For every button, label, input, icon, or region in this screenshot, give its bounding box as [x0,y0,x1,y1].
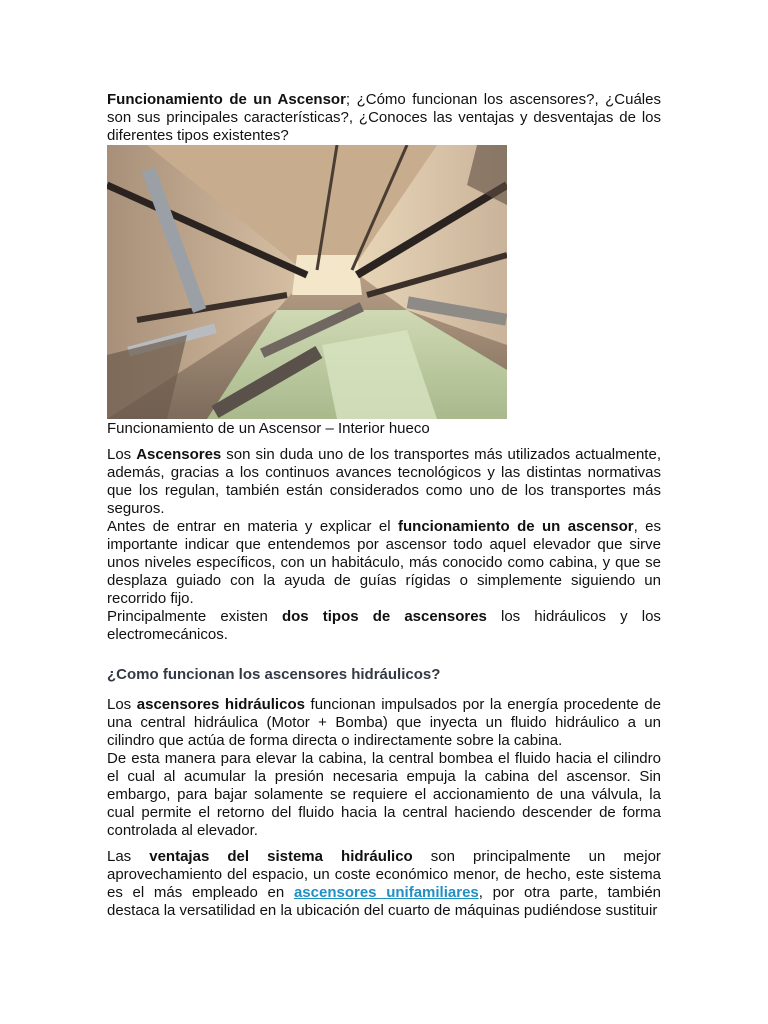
bold-word: del [227,848,250,865]
p4-start: Los [107,696,137,713]
ventajas-rest [107,866,661,920]
intro-title: Funcionamiento de un Ascensor [107,91,346,108]
ascensores-unifamiliares-link[interactable]: ascensores unifamiliares [293,884,479,901]
word: un [588,848,606,865]
document-page [107,91,661,920]
p4-bold-hidraulicos: ascensores hidráulicos [136,696,305,713]
p2-start: Antes de entrar en materia y explicar el [107,518,398,535]
elevator-shaft-photo [107,145,507,419]
p1-end: son sin duda uno de los transportes más utilizados actualmente, además, gracias a los continuos avances tecnológicos y las distintas normativas que los regulan, también están considerados como uno de los transportes más seguros. [107,446,661,517]
bold-word: de [372,608,391,625]
word: mejor [623,848,661,865]
word: hidráulicos [534,608,607,625]
paragraph-hidraulicos [107,696,661,750]
paragraph-funcionamiento: De esta manera para elevar la cabina, la central bombea el fluido hacia el cilindro el cual al acumular la presión necesaria empuja la cabina del ascensor. Sin embargo, para bajar solamente se requiere el accionamiento de una válvula, la cual permite el retorno del fluido hacia la central haciendo descender de forma controlada al elevador. [107,750,661,839]
intro-paragraph [107,91,661,145]
p2-end: , es importante indicar que entendemos por ascensor todo aquel elevador que sirve unos niveles específicos, con un habitáculo, más conocido como cabina, y que se desplaza guiado con la ayuda de guías rígidas o simplemente siguiendo un recorrido fijo. [107,518,661,607]
bold-word: ventajas [149,848,210,865]
paragraph-ascensores [107,446,661,518]
tipos-line-end: electromecánicos. [107,626,228,643]
p6-start: aprovechamiento del espacio, un coste económico menor, de hecho, este sistema es el más empleado en [107,866,661,901]
figure-caption: Funcionamiento de un Ascensor – Interior hueco [107,420,430,437]
bold-word: tipos [322,608,359,625]
bold-word: dos [281,608,309,625]
intro-questions: ; ¿Cómo funcionan los ascensores?, ¿Cuáles son sus principales características?, ¿Conoces las ventajas y desventajas de los diferentes tipos existentes? [107,91,661,144]
p4-end: funcionan impulsados por la energía procedente de una central hidráulica (Motor + Bomba) que inyecta un fluido hidráulico a un cilindro que actúa de forma directa o indirectamente sobre la cabina. [107,696,661,749]
p6-end: , por otra parte, también destaca la versatilidad en la ubicación del cuarto de máquinas pudiéndose sustituir [107,884,662,919]
p1-start: Los [107,446,137,463]
tipos-line [107,608,661,626]
p2-bold-funcionamiento: funcionamiento de un ascensor [398,518,634,535]
word: los [641,608,661,625]
word: Principalmente [107,608,207,625]
word: existen [220,608,268,625]
word: principalmente [473,848,571,865]
ventajas-line [107,848,661,866]
paragraph-ventajas [107,848,661,920]
paragraph-tipos [107,608,661,644]
p1-bold-ascensores: Ascensores [136,446,222,463]
word: los [501,608,521,625]
section-heading: ¿Como funcionan los ascensores hidráulicos? [107,666,441,683]
bold-word: ascensores [404,608,487,625]
bold-word: sistema [267,848,323,865]
word: y [620,608,628,625]
word: Las [107,848,132,865]
bold-word: hidráulico [341,848,413,865]
paragraph-definicion [107,518,661,608]
word: son [430,848,455,865]
